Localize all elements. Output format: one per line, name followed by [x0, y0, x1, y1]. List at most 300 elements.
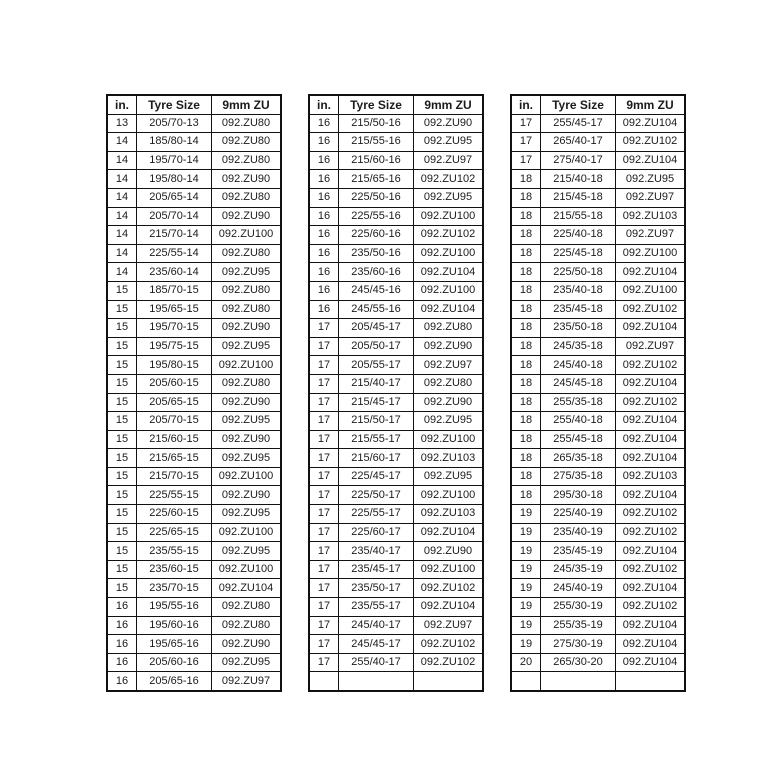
cell-tyre-size: 225/60-16	[339, 226, 414, 245]
table-row	[511, 300, 685, 319]
table-row	[511, 263, 685, 282]
table-row	[511, 542, 685, 561]
cell-article-code: 092.ZU104	[616, 542, 686, 561]
cell-article-code: 092.ZU100	[212, 226, 282, 245]
cell-inches: 15	[107, 337, 137, 356]
cell-tyre-size: 235/50-17	[339, 579, 414, 598]
cell-tyre-size: 205/65-15	[137, 393, 212, 412]
cell-article-code: 092.ZU95	[212, 653, 282, 672]
table-row	[511, 207, 685, 226]
cell-article-code: 092.ZU95	[212, 263, 282, 282]
table-row	[107, 300, 281, 319]
cell-article-code: 092.ZU80	[212, 188, 282, 207]
table-row	[309, 133, 483, 152]
cell-article-code: 092.ZU100	[616, 281, 686, 300]
cell-inches: 17	[309, 412, 339, 431]
cell-article-code: 092.ZU80	[212, 374, 282, 393]
cell-article-code: 092.ZU100	[212, 467, 282, 486]
cell-inches: 19	[511, 560, 541, 579]
header-row	[511, 95, 685, 114]
table-row	[511, 356, 685, 375]
cell-inches: 17	[309, 486, 339, 505]
cell-tyre-size: 225/45-18	[541, 244, 616, 263]
table-row	[107, 244, 281, 263]
cell-inches: 17	[309, 542, 339, 561]
cell-inches: 16	[309, 207, 339, 226]
cell-tyre-size: 255/35-19	[541, 616, 616, 635]
cell-article-code: 092.ZU100	[414, 244, 484, 263]
cell-article-code: 092.ZU80	[212, 244, 282, 263]
table-row	[309, 560, 483, 579]
cell-tyre-size: 245/35-19	[541, 560, 616, 579]
cell-inches: 18	[511, 188, 541, 207]
cell-article-code: 092.ZU104	[616, 430, 686, 449]
cell-inches: 16	[309, 151, 339, 170]
cell-tyre-size: 205/65-16	[137, 672, 212, 691]
table-row	[309, 616, 483, 635]
cell-tyre-size: 255/40-17	[339, 653, 414, 672]
table-row	[107, 449, 281, 468]
cell-inches: 17	[309, 337, 339, 356]
header-row	[309, 95, 483, 114]
cell-article-code: 092.ZU100	[414, 207, 484, 226]
cell-inches: 16	[107, 598, 137, 617]
table-row	[107, 188, 281, 207]
cell-inches: 16	[309, 188, 339, 207]
table-row	[309, 151, 483, 170]
cell-article-code: 092.ZU100	[212, 560, 282, 579]
table-row	[309, 337, 483, 356]
cell-article-code: 092.ZU104	[616, 616, 686, 635]
table-row	[107, 337, 281, 356]
cell-article-code: 092.ZU104	[616, 263, 686, 282]
cell-inches: 16	[309, 244, 339, 263]
cell-inches: 17	[511, 151, 541, 170]
column-header-inches: in.	[107, 95, 137, 114]
cell-article-code: 092.ZU100	[212, 356, 282, 375]
cell-tyre-size	[541, 672, 616, 691]
cell-article-code: 092.ZU80	[212, 598, 282, 617]
cell-inches: 13	[107, 114, 137, 133]
cell-tyre-size	[339, 672, 414, 691]
cell-article-code: 092.ZU103	[414, 505, 484, 524]
cell-article-code: 092.ZU102	[414, 579, 484, 598]
cell-article-code: 092.ZU104	[616, 635, 686, 654]
cell-inches: 16	[309, 170, 339, 189]
cell-article-code: 092.ZU104	[414, 300, 484, 319]
cell-article-code: 092.ZU102	[616, 393, 686, 412]
cell-article-code: 092.ZU80	[212, 114, 282, 133]
cell-tyre-size: 245/45-18	[541, 374, 616, 393]
cell-inches	[511, 672, 541, 691]
table-row	[309, 244, 483, 263]
table-row	[309, 467, 483, 486]
cell-article-code: 092.ZU97	[616, 337, 686, 356]
cell-article-code: 092.ZU90	[212, 486, 282, 505]
cell-tyre-size: 215/70-14	[137, 226, 212, 245]
cell-inches: 15	[107, 356, 137, 375]
cell-article-code: 092.ZU103	[414, 449, 484, 468]
cell-article-code: 092.ZU80	[212, 133, 282, 152]
cell-inches: 14	[107, 133, 137, 152]
cell-article-code: 092.ZU95	[414, 188, 484, 207]
cell-inches: 15	[107, 560, 137, 579]
cell-inches: 18	[511, 207, 541, 226]
cell-tyre-size: 215/60-17	[339, 449, 414, 468]
table-row	[107, 356, 281, 375]
cell-inches: 18	[511, 449, 541, 468]
cell-tyre-size: 215/55-16	[339, 133, 414, 152]
table-row	[511, 374, 685, 393]
table-row	[309, 672, 483, 691]
cell-tyre-size: 255/40-18	[541, 412, 616, 431]
table-row	[107, 151, 281, 170]
cell-inches: 18	[511, 300, 541, 319]
cell-inches: 15	[107, 579, 137, 598]
table-row	[309, 319, 483, 338]
table-row	[309, 430, 483, 449]
cell-article-code: 092.ZU102	[414, 653, 484, 672]
table-row	[511, 505, 685, 524]
cell-tyre-size: 235/40-17	[339, 542, 414, 561]
cell-inches: 15	[107, 523, 137, 542]
cell-tyre-size: 275/30-19	[541, 635, 616, 654]
cell-article-code: 092.ZU90	[212, 430, 282, 449]
table-row	[107, 393, 281, 412]
cell-inches: 17	[511, 133, 541, 152]
cell-inches: 17	[309, 430, 339, 449]
table-row	[511, 170, 685, 189]
cell-inches: 15	[107, 449, 137, 468]
cell-article-code: 092.ZU90	[414, 114, 484, 133]
cell-inches: 15	[107, 542, 137, 561]
column-header-tyre-size: Tyre Size	[137, 95, 212, 114]
cell-article-code: 092.ZU95	[414, 133, 484, 152]
table-row	[107, 207, 281, 226]
table-row	[107, 412, 281, 431]
cell-tyre-size: 225/50-17	[339, 486, 414, 505]
cell-tyre-size: 225/50-16	[339, 188, 414, 207]
cell-article-code	[616, 672, 686, 691]
cell-tyre-size: 195/80-15	[137, 356, 212, 375]
table-row	[107, 635, 281, 654]
cell-article-code: 092.ZU95	[212, 542, 282, 561]
table-row	[309, 449, 483, 468]
table-row	[309, 635, 483, 654]
cell-inches: 20	[511, 653, 541, 672]
cell-article-code: 092.ZU97	[414, 151, 484, 170]
cell-inches: 18	[511, 412, 541, 431]
cell-inches: 15	[107, 467, 137, 486]
cell-tyre-size: 245/40-19	[541, 579, 616, 598]
cell-article-code: 092.ZU90	[212, 319, 282, 338]
cell-inches: 16	[309, 281, 339, 300]
table-row	[511, 467, 685, 486]
cell-article-code: 092.ZU95	[212, 449, 282, 468]
cell-article-code: 092.ZU90	[212, 170, 282, 189]
table-row	[309, 188, 483, 207]
cell-tyre-size: 225/40-18	[541, 226, 616, 245]
table-row	[107, 114, 281, 133]
cell-inches: 18	[511, 281, 541, 300]
cell-article-code: 092.ZU100	[414, 560, 484, 579]
cell-tyre-size: 245/40-18	[541, 356, 616, 375]
cell-article-code: 092.ZU104	[616, 449, 686, 468]
cell-inches: 19	[511, 542, 541, 561]
cell-inches: 19	[511, 635, 541, 654]
cell-inches: 17	[309, 393, 339, 412]
cell-article-code: 092.ZU102	[616, 133, 686, 152]
cell-tyre-size: 195/70-14	[137, 151, 212, 170]
cell-tyre-size: 205/70-14	[137, 207, 212, 226]
cell-article-code: 092.ZU95	[212, 337, 282, 356]
cell-article-code: 092.ZU102	[616, 356, 686, 375]
cell-tyre-size: 215/55-17	[339, 430, 414, 449]
cell-tyre-size: 215/55-18	[541, 207, 616, 226]
table-row	[511, 337, 685, 356]
cell-tyre-size: 235/55-15	[137, 542, 212, 561]
cell-inches: 17	[309, 319, 339, 338]
table-row	[107, 505, 281, 524]
cell-inches: 19	[511, 579, 541, 598]
table-row	[511, 560, 685, 579]
table-row	[309, 207, 483, 226]
cell-inches: 14	[107, 188, 137, 207]
cell-article-code: 092.ZU104	[616, 114, 686, 133]
cell-tyre-size: 205/70-15	[137, 412, 212, 431]
cell-tyre-size: 205/70-13	[137, 114, 212, 133]
size-table-right	[510, 94, 686, 692]
cell-inches: 16	[107, 616, 137, 635]
table-row	[309, 374, 483, 393]
cell-article-code: 092.ZU102	[616, 560, 686, 579]
cell-inches: 18	[511, 244, 541, 263]
cell-article-code: 092.ZU104	[212, 579, 282, 598]
table-row	[511, 114, 685, 133]
table-row	[511, 412, 685, 431]
table-row	[107, 319, 281, 338]
table-row	[511, 188, 685, 207]
cell-tyre-size: 245/55-16	[339, 300, 414, 319]
cell-tyre-size: 225/55-14	[137, 244, 212, 263]
table-row	[107, 542, 281, 561]
table-row	[511, 133, 685, 152]
cell-inches: 19	[511, 523, 541, 542]
cell-tyre-size: 235/45-18	[541, 300, 616, 319]
cell-article-code: 092.ZU80	[414, 319, 484, 338]
cell-tyre-size: 245/45-17	[339, 635, 414, 654]
cell-tyre-size: 225/65-15	[137, 523, 212, 542]
cell-tyre-size: 235/55-17	[339, 598, 414, 617]
cell-article-code: 092.ZU104	[616, 412, 686, 431]
cell-tyre-size: 205/65-14	[137, 188, 212, 207]
cell-tyre-size: 215/40-17	[339, 374, 414, 393]
table-row	[309, 393, 483, 412]
size-table-middle	[308, 94, 484, 692]
cell-article-code: 092.ZU90	[212, 393, 282, 412]
cell-article-code: 092.ZU102	[616, 598, 686, 617]
cell-inches: 14	[107, 244, 137, 263]
table-row	[309, 653, 483, 672]
table-row	[309, 412, 483, 431]
cell-tyre-size: 215/40-18	[541, 170, 616, 189]
cell-inches: 18	[511, 263, 541, 282]
column-header-article-code: 9mm ZU	[212, 95, 282, 114]
cell-article-code: 092.ZU102	[414, 635, 484, 654]
cell-tyre-size: 225/60-17	[339, 523, 414, 542]
table-row	[107, 374, 281, 393]
cell-tyre-size: 215/65-15	[137, 449, 212, 468]
cell-inches	[309, 672, 339, 691]
cell-tyre-size: 215/60-16	[339, 151, 414, 170]
cell-tyre-size: 275/40-17	[541, 151, 616, 170]
cell-tyre-size: 185/80-14	[137, 133, 212, 152]
cell-inches: 17	[511, 114, 541, 133]
table-row	[511, 430, 685, 449]
cell-article-code: 092.ZU90	[414, 337, 484, 356]
table-row	[107, 170, 281, 189]
cell-inches: 18	[511, 337, 541, 356]
cell-tyre-size: 215/45-18	[541, 188, 616, 207]
cell-inches: 17	[309, 598, 339, 617]
cell-inches: 18	[511, 467, 541, 486]
cell-inches: 15	[107, 430, 137, 449]
table-row	[107, 486, 281, 505]
cell-tyre-size: 245/45-16	[339, 281, 414, 300]
cell-inches: 17	[309, 579, 339, 598]
cell-article-code: 092.ZU90	[212, 207, 282, 226]
table-row	[511, 226, 685, 245]
cell-inches: 17	[309, 523, 339, 542]
cell-tyre-size: 195/65-15	[137, 300, 212, 319]
column-header-inches: in.	[511, 95, 541, 114]
cell-article-code	[414, 672, 484, 691]
cell-tyre-size: 225/50-18	[541, 263, 616, 282]
cell-inches: 16	[309, 300, 339, 319]
cell-tyre-size: 295/30-18	[541, 486, 616, 505]
cell-tyre-size: 215/50-17	[339, 412, 414, 431]
cell-tyre-size: 235/40-18	[541, 281, 616, 300]
cell-tyre-size: 235/40-19	[541, 523, 616, 542]
cell-article-code: 092.ZU97	[414, 616, 484, 635]
table-row	[309, 281, 483, 300]
table-row	[511, 486, 685, 505]
cell-tyre-size: 195/75-15	[137, 337, 212, 356]
cell-inches: 17	[309, 449, 339, 468]
cell-tyre-size: 235/60-14	[137, 263, 212, 282]
cell-tyre-size: 255/45-17	[541, 114, 616, 133]
cell-tyre-size: 205/45-17	[339, 319, 414, 338]
cell-tyre-size: 205/60-16	[137, 653, 212, 672]
table-row	[511, 393, 685, 412]
cell-inches: 18	[511, 393, 541, 412]
cell-inches: 16	[107, 672, 137, 691]
column-header-tyre-size: Tyre Size	[339, 95, 414, 114]
cell-inches: 18	[511, 374, 541, 393]
table-row	[309, 523, 483, 542]
table-row	[107, 467, 281, 486]
cell-inches: 15	[107, 412, 137, 431]
cell-inches: 17	[309, 560, 339, 579]
cell-inches: 15	[107, 281, 137, 300]
cell-article-code: 092.ZU95	[616, 170, 686, 189]
cell-inches: 18	[511, 486, 541, 505]
cell-article-code: 092.ZU90	[212, 635, 282, 654]
cell-inches: 15	[107, 393, 137, 412]
cell-tyre-size: 225/55-15	[137, 486, 212, 505]
cell-article-code: 092.ZU104	[616, 579, 686, 598]
cell-inches: 16	[107, 653, 137, 672]
table-row	[107, 598, 281, 617]
cell-article-code: 092.ZU80	[414, 374, 484, 393]
size-table-left	[106, 94, 282, 692]
cell-inches: 17	[309, 653, 339, 672]
cell-article-code: 092.ZU104	[414, 523, 484, 542]
cell-inches: 15	[107, 300, 137, 319]
cell-inches: 18	[511, 430, 541, 449]
cell-inches: 16	[107, 635, 137, 654]
table-row	[309, 263, 483, 282]
cell-article-code: 092.ZU102	[414, 226, 484, 245]
column-header-tyre-size: Tyre Size	[541, 95, 616, 114]
table-row	[107, 560, 281, 579]
cell-tyre-size: 195/65-16	[137, 635, 212, 654]
cell-article-code: 092.ZU102	[616, 300, 686, 319]
cell-inches: 17	[309, 616, 339, 635]
cell-tyre-size: 215/50-16	[339, 114, 414, 133]
cell-tyre-size: 265/35-18	[541, 449, 616, 468]
cell-article-code: 092.ZU100	[414, 430, 484, 449]
cell-inches: 15	[107, 319, 137, 338]
cell-tyre-size: 235/50-16	[339, 244, 414, 263]
cell-tyre-size: 225/55-16	[339, 207, 414, 226]
cell-tyre-size: 235/45-17	[339, 560, 414, 579]
cell-tyre-size: 245/40-17	[339, 616, 414, 635]
cell-inches: 19	[511, 505, 541, 524]
cell-article-code: 092.ZU80	[212, 300, 282, 319]
cell-inches: 17	[309, 505, 339, 524]
cell-inches: 18	[511, 319, 541, 338]
cell-article-code: 092.ZU95	[212, 505, 282, 524]
table-row	[309, 542, 483, 561]
cell-inches: 17	[309, 374, 339, 393]
table-row	[309, 114, 483, 133]
cell-tyre-size: 255/45-18	[541, 430, 616, 449]
cell-article-code: 092.ZU102	[616, 523, 686, 542]
cell-inches: 17	[309, 356, 339, 375]
table-row	[107, 263, 281, 282]
cell-article-code: 092.ZU100	[414, 486, 484, 505]
cell-article-code: 092.ZU90	[414, 542, 484, 561]
cell-inches: 14	[107, 151, 137, 170]
column-header-article-code: 9mm ZU	[616, 95, 686, 114]
cell-tyre-size: 205/55-17	[339, 356, 414, 375]
cell-article-code: 092.ZU97	[414, 356, 484, 375]
cell-tyre-size: 205/50-17	[339, 337, 414, 356]
table-row	[511, 598, 685, 617]
table-row	[511, 635, 685, 654]
column-header-inches: in.	[309, 95, 339, 114]
table-row	[309, 226, 483, 245]
table-row	[107, 616, 281, 635]
cell-article-code: 092.ZU80	[212, 151, 282, 170]
size-tables-container	[106, 94, 686, 692]
table-row	[107, 672, 281, 691]
cell-tyre-size: 215/70-15	[137, 467, 212, 486]
cell-inches: 16	[309, 263, 339, 282]
cell-article-code: 092.ZU104	[616, 374, 686, 393]
table-row	[309, 505, 483, 524]
